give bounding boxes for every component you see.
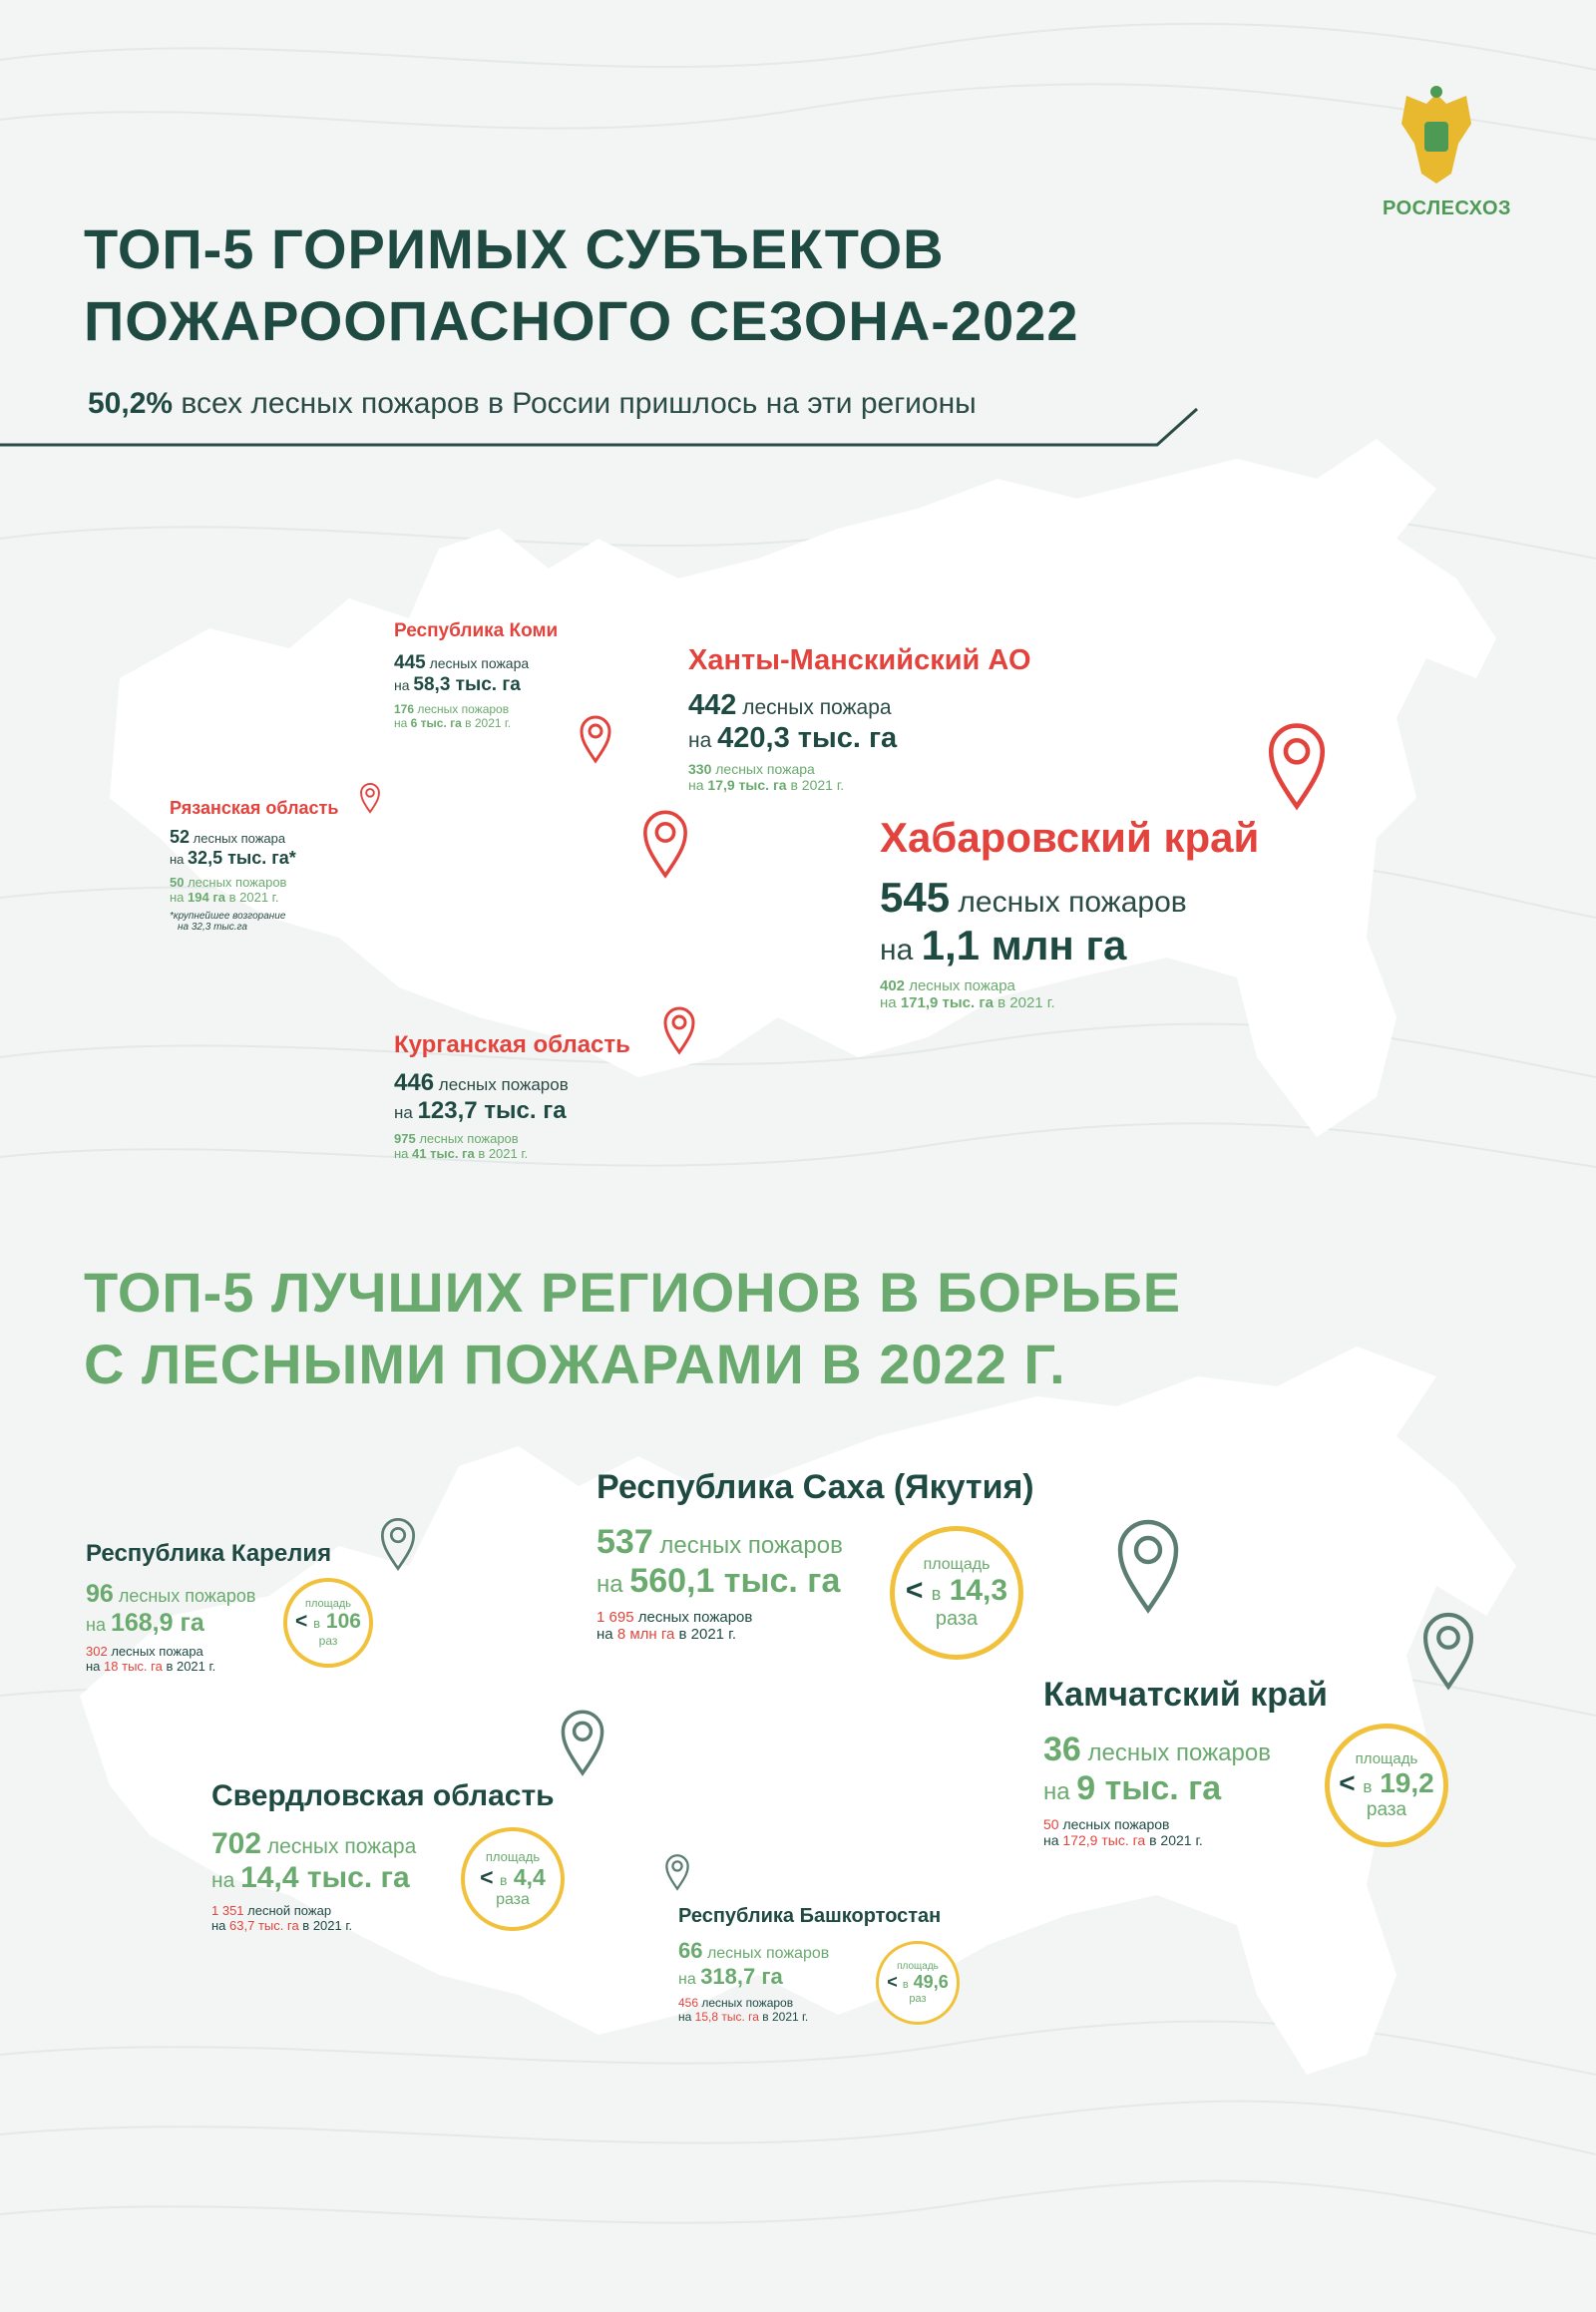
area-prefix: на [688, 729, 712, 752]
map-pin-icon [640, 808, 690, 880]
fires-unit: лесных пожара [742, 696, 892, 719]
prev-area: 171,9 тыс. га [900, 994, 994, 1011]
area-reduction-badge [890, 1526, 1023, 1660]
badge-label: площадь [1355, 1749, 1418, 1767]
section2-title [84, 1257, 1181, 1400]
area-reduction-badge [461, 1827, 565, 1931]
fire-area: 123,7 тыс. га [417, 1097, 567, 1124]
area-reduction-badge [1325, 1724, 1448, 1847]
fires-count: 537 [597, 1523, 653, 1561]
prev-count: 456 [678, 1996, 699, 2010]
map-pin-icon [664, 1853, 690, 1891]
map-pin-icon [559, 1708, 606, 1777]
area-prefix: на [880, 934, 914, 966]
region-name: Свердловская область [211, 1779, 555, 1812]
section1-title-line2: ПОЖАРООПАСНОГО СЕЗОНА-2022 [84, 289, 1079, 352]
fire-area: 318,7 га [700, 1964, 783, 1989]
map-pin-icon [379, 1516, 417, 1572]
fires-count: 545 [880, 874, 951, 921]
prev-count: 975 [394, 1131, 416, 1146]
subtitle-underline [0, 399, 1217, 455]
fire-area: 168,9 га [110, 1609, 204, 1637]
badge-unit: раза [496, 1891, 530, 1908]
area-prefix: на [597, 1571, 623, 1598]
prev-area: 8 млн га [616, 1626, 675, 1643]
prev-year: в 2021 г. [1149, 1832, 1203, 1848]
prev-count-unit: лесных пожаров [419, 1131, 519, 1146]
subtitle-percent: 50,2% [88, 387, 174, 420]
prev-area: 6 тыс. га [410, 716, 462, 730]
region-kurgan [394, 1031, 630, 1161]
region-khabarovsk [880, 814, 1259, 1011]
prev-area-prefix: на [86, 1659, 101, 1674]
map-pin-icon [1420, 1610, 1476, 1692]
prev-count: 50 [170, 875, 185, 890]
fire-area: 420,3 тыс. га [717, 722, 898, 754]
area-prefix: на [678, 1971, 696, 1988]
fires-count: 96 [86, 1580, 114, 1608]
fire-area: 32,5 тыс. га* [188, 848, 296, 868]
badge-unit: раз [909, 1993, 927, 2005]
prev-count-unit: лесных пожаров [1062, 1816, 1170, 1832]
fires-count: 52 [170, 827, 191, 847]
fires-count: 442 [688, 689, 737, 721]
prev-area-prefix: на [688, 777, 704, 793]
prev-count-unit: лесных пожара [715, 761, 815, 777]
map-pin-icon [359, 782, 381, 814]
area-reduction-badge [876, 1941, 960, 2025]
prev-count: 50 [1043, 1816, 1059, 1832]
badge-value: 14,3 [949, 1573, 1008, 1607]
fires-unit: лесных пожара [266, 1835, 417, 1858]
prev-count-unit: лесных пожаров [701, 1996, 794, 2010]
prev-area: 41 тыс. га [412, 1146, 475, 1161]
region-komi [394, 620, 558, 730]
subtitle-text: всех лесных пожаров в России пришлось на эти регионы [173, 387, 977, 420]
section2-title-line2: С ЛЕСНЫМИ ПОЖАРАМИ В 2022 Г. [84, 1333, 1066, 1395]
fires-unit: лесных пожаров [118, 1586, 256, 1606]
prev-area-prefix: на [211, 1918, 226, 1933]
prev-area: 194 га [188, 890, 225, 905]
badge-label: площадь [897, 1961, 939, 1972]
fires-count: 702 [211, 1827, 262, 1860]
fires-count: 66 [678, 1938, 703, 1963]
badge-value: 106 [325, 1610, 361, 1633]
map-pin-icon [662, 1005, 696, 1055]
area-prefix: на [170, 852, 185, 867]
badge-less-than: < [1339, 1766, 1356, 1798]
fires-unit: лесных пожаров [958, 886, 1187, 919]
section1-title [84, 213, 1079, 357]
fire-area: 58,3 тыс. га [413, 674, 521, 695]
region-khanty-mansi [688, 644, 1031, 793]
fires-unit: лесных пожаров [438, 1075, 569, 1094]
prev-count: 330 [688, 761, 712, 777]
region-name: Рязанская область [170, 798, 339, 818]
emblem-logo-icon [1396, 84, 1476, 193]
map-pin-icon [1265, 720, 1329, 812]
badge-value: 4,4 [513, 1864, 546, 1890]
badge-in: в [313, 1616, 321, 1631]
prev-year: в 2021 г. [228, 890, 279, 905]
badge-unit: раза [1366, 1798, 1407, 1820]
region-name: Хабаровский край [880, 814, 1260, 861]
badge-in: в [1363, 1776, 1373, 1796]
prev-area: 17,9 тыс. га [707, 777, 787, 793]
region-name: Камчатский край [1043, 1676, 1328, 1714]
region-name: Республика Башкортостан [678, 1905, 942, 1927]
badge-less-than: < [480, 1864, 494, 1890]
region-name: Курганская область [394, 1031, 630, 1058]
area-reduction-badge [283, 1578, 373, 1668]
region-name: Ханты-Манскийский АО [688, 644, 1031, 676]
prev-count: 302 [86, 1644, 108, 1659]
prev-year: в 2021 г. [166, 1659, 216, 1674]
prev-area: 18 тыс. га [104, 1659, 163, 1674]
prev-count: 176 [394, 702, 415, 716]
prev-area-prefix: на [678, 2010, 692, 2024]
region-name: Республика Саха (Якутия) [597, 1468, 1034, 1506]
fires-unit: лесных пожаров [706, 1945, 830, 1962]
badge-less-than: < [887, 1972, 898, 1992]
logo-text: РОСЛЕСХОЗ [1383, 197, 1512, 219]
fires-count: 446 [394, 1069, 435, 1096]
prev-count: 402 [880, 977, 906, 994]
prev-area-prefix: на [880, 994, 897, 1011]
prev-year: в 2021 г. [790, 777, 845, 793]
region-kamchatka [1043, 1676, 1328, 1848]
prev-area: 15,8 тыс. га [694, 2010, 759, 2024]
fire-area: 9 тыс. га [1076, 1769, 1222, 1807]
area-prefix: на [394, 1103, 413, 1122]
prev-area-prefix: на [394, 1146, 409, 1161]
prev-area: 63,7 тыс. га [229, 1918, 299, 1933]
region-name: Республика Карелия [86, 1540, 332, 1567]
prev-year: в 2021 г. [998, 994, 1055, 1011]
fire-area: 560,1 тыс. га [629, 1562, 841, 1600]
fires-count: 36 [1043, 1731, 1081, 1768]
prev-count-unit: лесных пожара [111, 1644, 203, 1659]
prev-area-prefix: на [170, 890, 185, 905]
area-prefix: на [211, 1869, 235, 1892]
badge-label: площадь [923, 1555, 991, 1573]
fire-area: 14,4 тыс. га [240, 1861, 410, 1894]
badge-value: 49,6 [913, 1972, 949, 1992]
badge-less-than: < [905, 1573, 924, 1607]
region-ryazan [170, 798, 338, 933]
prev-count-unit: лесных пожаров [417, 702, 510, 716]
prev-count-unit: лесных пожаров [637, 1609, 753, 1626]
fires-unit: лесных пожаров [659, 1532, 843, 1559]
section2-title-line1: ТОП-5 ЛУЧШИХ РЕГИОНОВ В БОРЬБЕ [84, 1261, 1182, 1324]
fires-unit: лесных пожара [429, 655, 530, 671]
region-name: Республика Коми [394, 620, 559, 641]
section1-title-line1: ТОП-5 ГОРИМЫХ СУБЪЕКТОВ [84, 217, 945, 280]
badge-unit: раз [318, 1634, 338, 1648]
fires-count: 445 [394, 652, 426, 673]
area-prefix: на [394, 677, 410, 693]
prev-year: в 2021 г. [762, 2010, 809, 2024]
footnote: *крупнейшее возгорание [170, 911, 286, 922]
badge-unit: раза [935, 1607, 979, 1630]
prev-year: в 2021 г. [465, 716, 512, 730]
fires-unit: лесных пожаров [1087, 1739, 1271, 1766]
prev-count-unit: лесных пожара [909, 977, 1015, 994]
area-prefix: на [1043, 1778, 1070, 1805]
prev-area-prefix: на [1043, 1832, 1059, 1848]
badge-in: в [902, 1979, 909, 1991]
badge-label: площадь [485, 1849, 541, 1864]
prev-area: 172,9 тыс. га [1062, 1832, 1146, 1848]
badge-in: в [500, 1872, 508, 1888]
map-pin-icon [579, 714, 612, 764]
map-pin-icon [1113, 1516, 1183, 1616]
prev-count-unit: лесных пожаров [188, 875, 287, 890]
prev-year: в 2021 г. [678, 1626, 736, 1643]
prev-year: в 2021 г. [302, 1918, 353, 1933]
badge-less-than: < [295, 1610, 308, 1633]
prev-count-unit: лесной пожар [247, 1903, 332, 1918]
badge-in: в [931, 1583, 942, 1604]
prev-year: в 2021 г. [478, 1146, 529, 1161]
fires-unit: лесных пожара [193, 831, 286, 846]
prev-area-prefix: на [597, 1626, 613, 1643]
prev-count: 1 351 [211, 1903, 244, 1918]
badge-value: 19,2 [1380, 1766, 1434, 1798]
prev-area-prefix: на [394, 716, 408, 730]
badge-label: площадь [305, 1598, 351, 1610]
prev-count: 1 695 [597, 1609, 634, 1626]
footnote-area: на 32,3 тыс.га [178, 922, 247, 933]
area-prefix: на [86, 1615, 106, 1635]
fire-area: 1,1 млн га [921, 922, 1127, 968]
